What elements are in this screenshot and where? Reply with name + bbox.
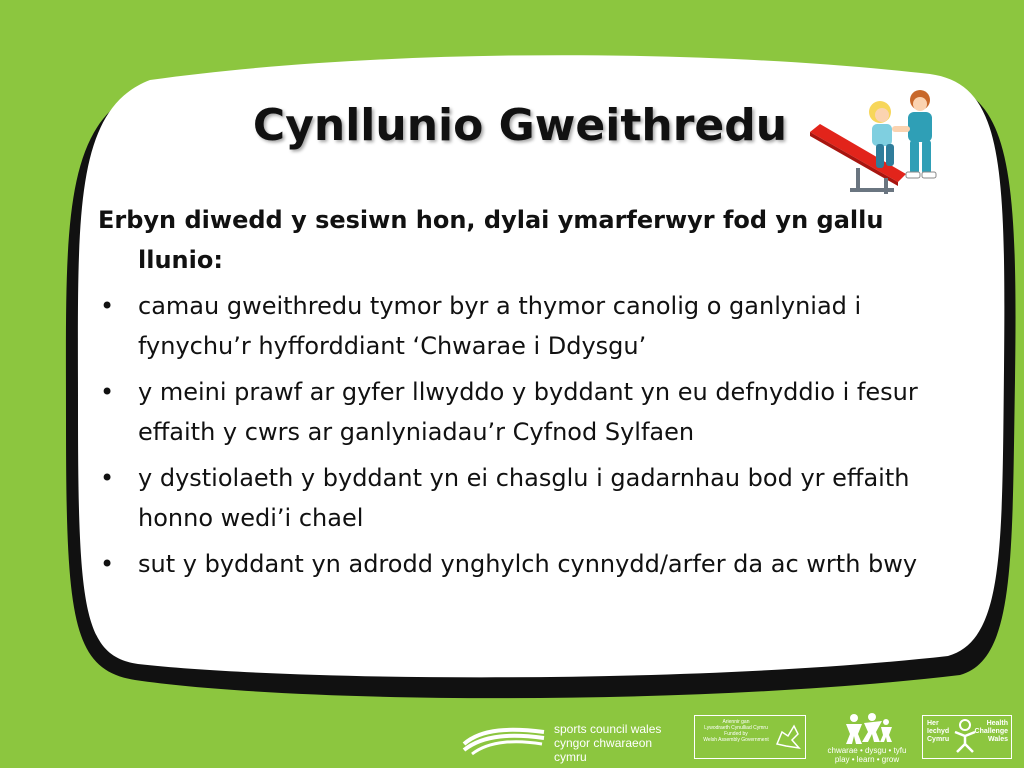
her-line: Iechyd bbox=[927, 728, 950, 735]
bullet-icon: • bbox=[100, 464, 115, 492]
wag-line: Ariennir gan bbox=[722, 719, 750, 725]
welsh-assembly-government-logo bbox=[694, 715, 806, 759]
her-line: Her bbox=[927, 720, 939, 727]
bullet-icon: • bbox=[100, 550, 115, 578]
list-item-text: camau gweithredu tymor byr a thymor canolig o ganlyniad i fynychu’r hyfforddiant ‘Chwarae i Ddysgu’ bbox=[138, 292, 862, 360]
slide-content bbox=[98, 200, 938, 590]
wag-line: Lywodraeth Cynulliad Cymru bbox=[704, 725, 768, 731]
child-on-balance-beam-illustration bbox=[806, 86, 956, 198]
list-item bbox=[98, 544, 938, 584]
wag-line: Funded by bbox=[724, 731, 748, 737]
play-tagline-cy: chwarae • dysgu • tyfu bbox=[827, 746, 907, 755]
list-item bbox=[98, 372, 938, 452]
play-learn-grow-logo bbox=[826, 712, 908, 764]
health-challenge-wales-logo bbox=[922, 715, 1012, 759]
dragon-icon bbox=[774, 722, 802, 752]
list-item-text: sut y byddant yn adrodd ynghylch cynnydd/arfer da ac wrth bwy bbox=[138, 550, 918, 578]
list-item bbox=[98, 286, 938, 366]
slide-title: Cynllunio Gweithredu bbox=[252, 100, 788, 151]
her-line: Cymru bbox=[927, 736, 950, 743]
figures-icon bbox=[826, 712, 908, 746]
sports-council-name-en: sports council wales bbox=[554, 722, 662, 736]
intro-text: Erbyn diwedd y sesiwn hon, dylai ymarferwyr fod yn gallu llunio: bbox=[98, 206, 884, 274]
bullet-icon: • bbox=[100, 292, 115, 320]
sports-council-name-cy: cyngor chwaraeon cymru bbox=[554, 736, 653, 764]
health-line: Health bbox=[986, 720, 1008, 727]
bullet-icon: • bbox=[100, 378, 115, 406]
list-item bbox=[98, 458, 938, 538]
jumping-figure-icon bbox=[953, 718, 977, 754]
bullet-list bbox=[98, 286, 938, 584]
play-tagline-en: play • learn • grow bbox=[834, 755, 900, 764]
list-item-text: y dystiolaeth y byddant yn ei chasglu i gadarnhau bod yr effaith honno wedi’i chael bbox=[138, 464, 910, 532]
sports-council-wales-logo bbox=[462, 716, 684, 764]
health-line: Challenge bbox=[974, 728, 1008, 735]
sports-council-swoosh-icon bbox=[462, 722, 546, 756]
health-line: Wales bbox=[988, 736, 1008, 743]
adult-helper-icon bbox=[892, 90, 936, 178]
list-item-text: y meini prawf ar gyfer llwyddo y byddant yn eu defnyddio i fesur effaith y cwrs ar ganlyniadau’r Cyfnod Sylfaen bbox=[138, 378, 918, 446]
wag-line: Welsh Assembly Government bbox=[703, 737, 769, 743]
footer-logos bbox=[0, 706, 1024, 768]
